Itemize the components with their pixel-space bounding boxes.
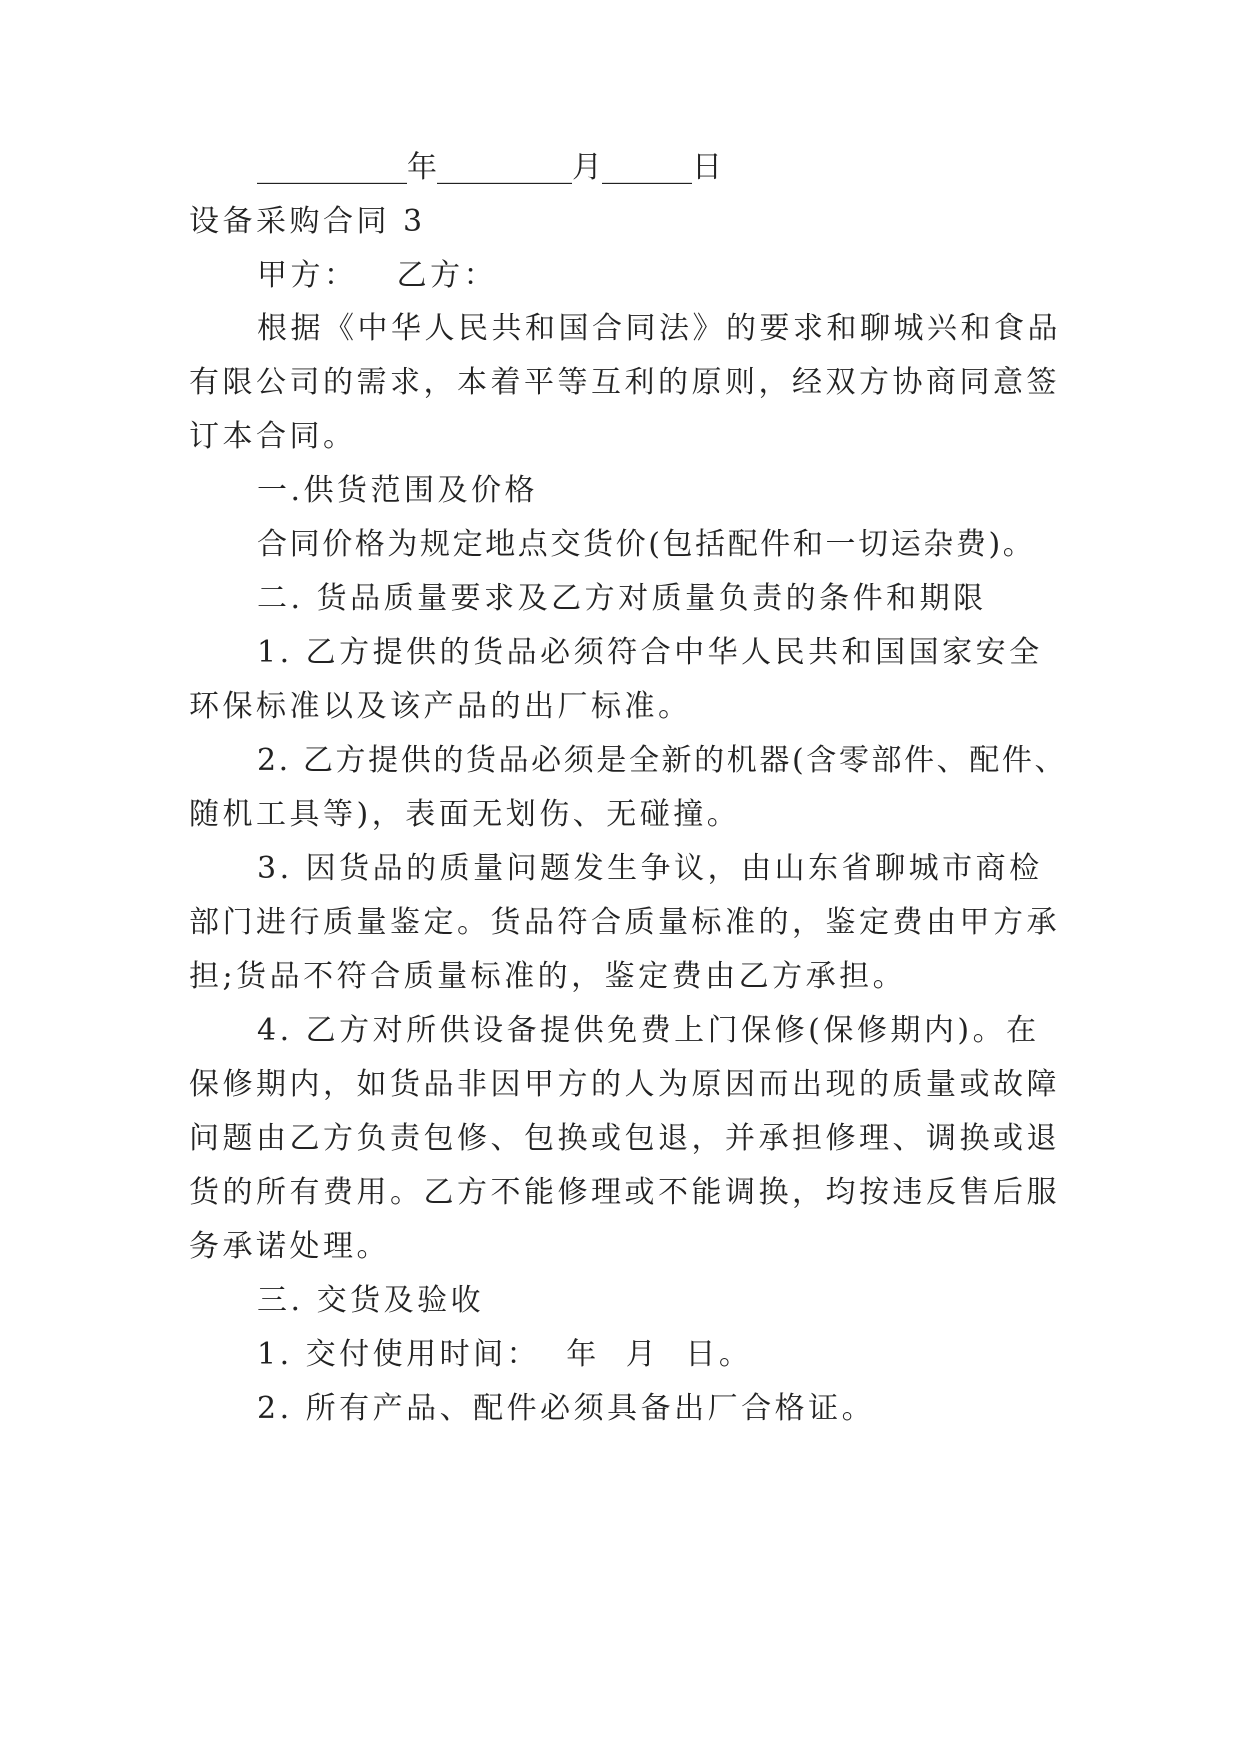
document-title: 设备采购合同 3 bbox=[189, 204, 426, 239]
item2-3-line-3: 担;货品不符合质量标准的，鉴定费由乙方承担。 bbox=[189, 959, 907, 994]
item3-2: 2. 所有产品、配件必须具备出厂合格证。 bbox=[257, 1391, 876, 1426]
item2-2-line-1: 2. 乙方提供的货品必须是全新的机器(含零部件、配件、 bbox=[257, 743, 1068, 778]
item2-4-line-4: 货的所有费用。乙方不能修理或不能调换，均按违反售后服 bbox=[189, 1175, 1060, 1210]
item2-2-line-2: 随机工具等)，表面无划伤、无碰撞。 bbox=[189, 797, 741, 832]
item2-3-line-1: 3. 因货品的质量问题发生争议，由山东省聊城市商检 bbox=[257, 851, 1043, 886]
intro-line-3: 订本合同。 bbox=[189, 419, 357, 454]
section2-heading: 二. 货品质量要求及乙方对质量负责的条件和期限 bbox=[257, 581, 987, 616]
section3-heading: 三. 交货及验收 bbox=[257, 1283, 485, 1318]
item2-4-line-2: 保修期内，如货品非因甲方的人为原因而出现的质量或故障 bbox=[189, 1067, 1060, 1102]
intro-line-1: 根据《中华人民共和国合同法》的要求和聊城兴和食品 bbox=[257, 311, 1061, 346]
item2-1-line-1: 1. 乙方提供的货品必须符合中华人民共和国国家安全 bbox=[257, 635, 1043, 670]
section1-heading: 一.供货范围及价格 bbox=[257, 473, 539, 508]
item2-1-line-2: 环保标准以及该产品的出厂标准。 bbox=[189, 689, 692, 724]
parties-line: 甲方： 乙方： bbox=[257, 258, 498, 293]
section1-text: 合同价格为规定地点交货价(包括配件和一切运杂费)。 bbox=[257, 527, 1036, 562]
item2-4-line-1: 4. 乙方对所供设备提供免费上门保修(保修期内)。在 bbox=[257, 1013, 1040, 1048]
item2-4-line-3: 问题由乙方负责包修、包换或包退，并承担修理、调换或退 bbox=[189, 1121, 1060, 1156]
date-line: __________年_________月______日 bbox=[257, 150, 722, 185]
item3-1: 1. 交付使用时间： 年 月 日。 bbox=[257, 1337, 753, 1372]
item2-3-line-2: 部门进行质量鉴定。货品符合质量标准的，鉴定费由甲方承 bbox=[189, 905, 1060, 940]
intro-line-2: 有限公司的需求，本着平等互利的原则，经双方协商同意签 bbox=[189, 365, 1060, 400]
item2-4-line-5: 务承诺处理。 bbox=[189, 1229, 390, 1264]
